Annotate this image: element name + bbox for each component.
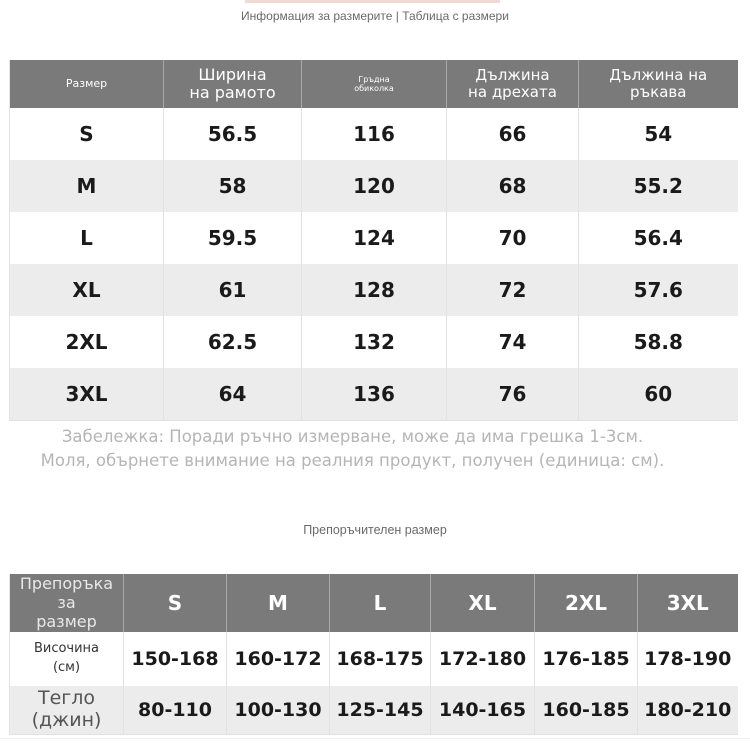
corner-label-line1: Препоръка за bbox=[19, 574, 114, 613]
weight-cell: 100-130 bbox=[227, 686, 330, 735]
bottom-divider bbox=[0, 738, 750, 739]
weight-cell: 80-110 bbox=[124, 686, 227, 735]
size-cell: S bbox=[10, 108, 164, 160]
chest-cell: 136 bbox=[302, 368, 447, 421]
shoulder-cell: 64 bbox=[164, 368, 302, 421]
header-garment-length bbox=[447, 60, 579, 108]
rec-size-header: S bbox=[124, 574, 227, 632]
height-label-line2: (см) bbox=[52, 659, 81, 675]
header-sleeve-length: Дължина на ръкава bbox=[579, 60, 738, 108]
header-chest-line2: обиколка bbox=[354, 84, 394, 93]
sleeve-cell: 58.8 bbox=[579, 316, 738, 368]
length-cell: 74 bbox=[447, 316, 579, 368]
size-cell: XL bbox=[10, 264, 164, 316]
chest-cell: 124 bbox=[302, 212, 447, 264]
table-row bbox=[10, 316, 738, 368]
rec-size-header: M bbox=[227, 574, 330, 632]
size-cell: M bbox=[10, 160, 164, 212]
weight-cell: 160-185 bbox=[535, 686, 638, 735]
corner-label-line2: размер bbox=[36, 612, 97, 632]
weight-cell: 125-145 bbox=[330, 686, 431, 735]
size-cell: L bbox=[10, 212, 164, 264]
shoulder-cell: 62.5 bbox=[164, 316, 302, 368]
table-row bbox=[10, 686, 738, 735]
recommendation-corner-label bbox=[10, 574, 124, 632]
rec-size-header: XL bbox=[431, 574, 535, 632]
chest-cell: 116 bbox=[302, 108, 447, 160]
sleeve-cell: 55.2 bbox=[579, 160, 738, 212]
weight-row-label bbox=[10, 686, 124, 735]
header-shoulder-line1: Ширина bbox=[198, 64, 267, 84]
header-length-line1: Дължина bbox=[475, 65, 550, 84]
header-shoulder-width bbox=[164, 60, 302, 108]
rec-size-header: L bbox=[330, 574, 431, 632]
sleeve-cell: 54 bbox=[579, 108, 738, 160]
recommendation-header-row bbox=[10, 574, 738, 632]
chest-cell: 120 bbox=[302, 160, 447, 212]
length-cell: 66 bbox=[447, 108, 579, 160]
length-cell: 72 bbox=[447, 264, 579, 316]
rec-size-header: 2XL bbox=[535, 574, 638, 632]
chest-cell: 132 bbox=[302, 316, 447, 368]
height-cell: 172-180 bbox=[431, 632, 535, 686]
sleeve-cell: 60 bbox=[579, 368, 738, 421]
height-cell: 168-175 bbox=[330, 632, 431, 686]
header-chest-line1: Гръдна bbox=[358, 74, 390, 84]
size-chart-table bbox=[9, 60, 738, 421]
measurement-note-line2: Моля, обърнете внимание на реалния продукт, получен (единица: см). bbox=[40, 451, 665, 470]
height-cell: 160-172 bbox=[227, 632, 330, 686]
size-cell: 2XL bbox=[10, 316, 164, 368]
weight-cell: 180-210 bbox=[638, 686, 738, 735]
table-row bbox=[10, 632, 738, 686]
height-label-line1: Височина bbox=[33, 640, 100, 656]
weight-label-line2: (джин) bbox=[31, 708, 102, 731]
shoulder-cell: 56.5 bbox=[164, 108, 302, 160]
weight-cell: 140-165 bbox=[431, 686, 535, 735]
recommendation-title: Препоръчителен размер bbox=[303, 523, 447, 537]
table-row bbox=[10, 212, 738, 264]
size-cell: 3XL bbox=[10, 368, 164, 421]
top-accent-bar bbox=[245, 0, 500, 3]
height-cell: 178-190 bbox=[638, 632, 738, 686]
chest-cell: 128 bbox=[302, 264, 447, 316]
shoulder-cell: 59.5 bbox=[164, 212, 302, 264]
table-row bbox=[10, 160, 738, 212]
length-cell: 70 bbox=[447, 212, 579, 264]
header-length-line2: на дрехата bbox=[468, 83, 557, 101]
shoulder-cell: 58 bbox=[164, 160, 302, 212]
height-row-label bbox=[10, 632, 124, 686]
rec-size-header: 3XL bbox=[638, 574, 738, 632]
height-cell: 176-185 bbox=[535, 632, 638, 686]
header-chest bbox=[302, 60, 447, 108]
length-cell: 76 bbox=[447, 368, 579, 421]
shoulder-cell: 61 bbox=[164, 264, 302, 316]
recommendation-table bbox=[9, 574, 738, 735]
header-size: Размер bbox=[10, 60, 164, 108]
size-chart-title: Информация за размерите | Таблица с размери bbox=[241, 9, 509, 23]
table-row bbox=[10, 108, 738, 160]
height-cell: 150-168 bbox=[124, 632, 227, 686]
sleeve-cell: 56.4 bbox=[579, 212, 738, 264]
length-cell: 68 bbox=[447, 160, 579, 212]
table-row bbox=[10, 368, 738, 421]
size-chart-header-row bbox=[10, 60, 738, 108]
table-row bbox=[10, 264, 738, 316]
measurement-note-line1: Забележка: Поради ръчно измерване, може да има грешка 1-3см. bbox=[61, 427, 644, 446]
header-shoulder-line2: на рамото bbox=[189, 83, 276, 102]
weight-label-line1: Тегло bbox=[37, 686, 96, 709]
sleeve-cell: 57.6 bbox=[579, 264, 738, 316]
